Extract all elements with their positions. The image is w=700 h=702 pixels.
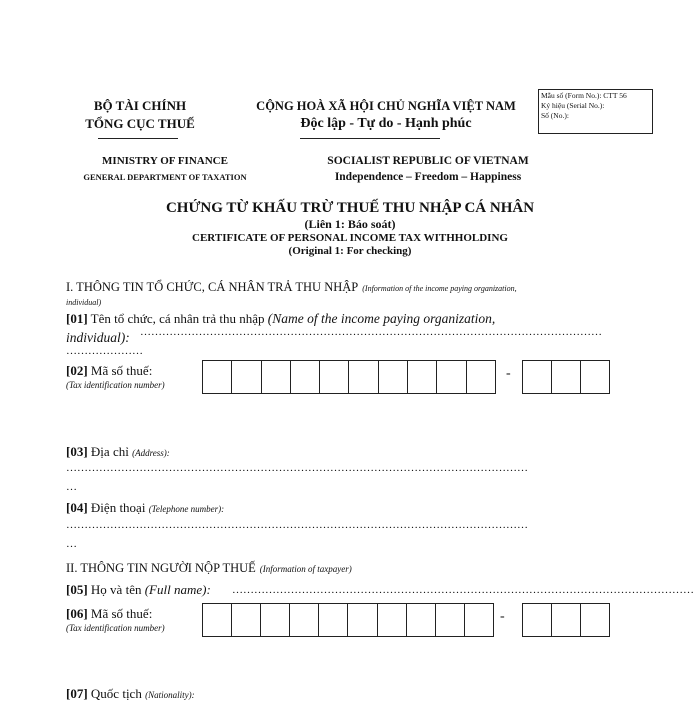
tax-id-boxes-payer[interactable] (202, 360, 496, 394)
tax-id-digit[interactable] (262, 361, 291, 393)
form-number-box (538, 89, 653, 134)
field-04-label-en: (Telephone number): (148, 504, 225, 514)
department-name-vi: TỔNG CỤC THUẾ (85, 116, 195, 131)
section-1-title-en-2: individual) (66, 298, 102, 307)
field-03 (66, 444, 170, 460)
tax-id-separator: - (506, 366, 511, 381)
title-en-sub: (Original 1: For checking) (288, 245, 412, 257)
tax-id-digit[interactable] (378, 604, 407, 636)
field-03-code: [03] (66, 444, 88, 459)
field-05-value[interactable]: ……………………………………………………………………………………………………………… (232, 584, 694, 596)
section-1-title: I. THÔNG TIN TỔ CHỨC, CÁ NHÂN TRẢ THU NHẬP (66, 280, 359, 294)
field-03-value[interactable]: ……………………………………………………………………………………………………………… (66, 462, 528, 474)
field-01-value-cont: ………………… (66, 345, 143, 357)
field-03-value-cont: … (66, 481, 77, 493)
tax-id-digit[interactable] (203, 604, 232, 636)
tax-id-digit[interactable] (407, 604, 436, 636)
tax-id-branch-boxes-payer[interactable] (522, 360, 610, 394)
tax-id-branch-digit[interactable] (523, 604, 552, 636)
tax-id-digit[interactable] (232, 604, 261, 636)
field-05-code: [05] (66, 582, 88, 597)
tax-id-branch-digit[interactable] (523, 361, 552, 393)
field-04-code: [04] (66, 500, 88, 515)
field-02 (66, 364, 206, 392)
serial-number: Ký hiệu (Serial No.): (541, 101, 605, 110)
tax-id-branch-digit[interactable] (581, 361, 609, 393)
field-03-label: Địa chỉ (87, 444, 133, 459)
tax-id-boxes-taxpayer[interactable] (202, 603, 494, 637)
field-02-label: Mã số thuế: (87, 363, 153, 378)
field-03-label-en: (Address): (132, 448, 170, 458)
tax-id-digit[interactable] (467, 361, 495, 393)
title-vi-sub: (Liên 1: Báo soát) (304, 217, 396, 231)
field-04 (66, 500, 224, 516)
tax-id-digit[interactable] (465, 604, 493, 636)
form-number: Mẫu số (Form No.): CTT 56 (541, 91, 627, 100)
certificate-title (60, 199, 640, 258)
header-underline-right (300, 138, 440, 139)
section-2-title: II. THÔNG TIN NGƯỜI NỘP THUẾ (66, 561, 256, 575)
tax-id-branch-boxes-taxpayer[interactable] (522, 603, 610, 637)
tax-id-digit[interactable] (203, 361, 232, 393)
field-06-label: Mã số thuế: (87, 606, 153, 621)
department-name-en: GENERAL DEPARTMENT OF TAXATION (83, 172, 247, 182)
tax-id-digit[interactable] (348, 604, 377, 636)
tax-id-digit[interactable] (319, 604, 348, 636)
field-07 (66, 686, 195, 702)
motto-vi: Độc lập - Tự do - Hạnh phúc (300, 116, 472, 131)
tax-id-digit[interactable] (436, 604, 465, 636)
tax-id-digit[interactable] (290, 604, 319, 636)
tax-id-branch-digit[interactable] (552, 361, 581, 393)
motto-en: Independence – Freedom – Happiness (334, 171, 522, 183)
tax-id-digit[interactable] (349, 361, 378, 393)
field-05-label-en: (Full name): (144, 582, 211, 597)
ministry-name-vi: BỘ TÀI CHÍNH (93, 98, 187, 113)
tax-id-digit[interactable] (379, 361, 408, 393)
tax-id-digit[interactable] (437, 361, 466, 393)
republic-en (290, 153, 566, 185)
field-01-label: Tên tổ chức, cá nhân trả thu nhập (87, 311, 268, 326)
field-07-label-en: (Nationality): (145, 690, 195, 700)
section-1-heading (66, 281, 636, 309)
tax-id-digit[interactable] (232, 361, 261, 393)
tax-id-separator: - (500, 609, 505, 624)
field-01-label-en-2: individual): (66, 330, 130, 345)
ministry-vi (60, 97, 220, 133)
field-04-label: Điện thoại (87, 500, 149, 515)
field-02-label-en: (Tax identification number) (66, 380, 165, 390)
title-en: CERTIFICATE OF PERSONAL INCOME TAX WITHHOLDING (192, 232, 508, 244)
field-02-code: [02] (66, 363, 88, 378)
republic-name-en: SOCIALIST REPUBLIC OF VIETNAM (327, 155, 529, 167)
field-07-label: Quốc tịch (87, 686, 146, 701)
tax-id-branch-digit[interactable] (581, 604, 609, 636)
field-05 (66, 582, 211, 598)
section-1-title-en: (Information of the income paying organization, (362, 284, 517, 293)
republic-vi (238, 97, 534, 133)
header-underline-left (98, 138, 178, 139)
field-01-code: [01] (66, 311, 88, 326)
tax-id-digit[interactable] (291, 361, 320, 393)
field-07-code: [07] (66, 686, 88, 701)
field-04-value-cont: … (66, 538, 77, 550)
tax-id-digit[interactable] (408, 361, 437, 393)
ministry-en (60, 153, 270, 185)
ministry-name-en: MINISTRY OF FINANCE (102, 155, 228, 167)
document-number: Số (No.): (541, 111, 569, 120)
section-2-title-en: (Information of taxpayer) (259, 564, 352, 574)
field-06-label-en: (Tax identification number) (66, 623, 165, 633)
field-06 (66, 607, 206, 635)
republic-name-vi: CỘNG HOÀ XÃ HỘI CHỦ NGHĨA VIỆT NAM (256, 99, 516, 113)
tax-id-digit[interactable] (320, 361, 349, 393)
field-04-value[interactable]: ……………………………………………………………………………………………………………… (66, 519, 528, 531)
tax-id-branch-digit[interactable] (552, 604, 581, 636)
field-06-code: [06] (66, 606, 88, 621)
section-2-heading (66, 559, 352, 577)
tax-id-digit[interactable] (261, 604, 290, 636)
field-05-label: Họ và tên (87, 582, 145, 597)
title-vi: CHỨNG TỪ KHẤU TRỪ THUẾ THU NHẬP CÁ NHÂN (165, 200, 535, 216)
field-01-label-en: (Name of the income paying organization, (267, 311, 496, 326)
field-01-value[interactable]: ……………………………………………………………………………………………………………… (140, 326, 602, 338)
